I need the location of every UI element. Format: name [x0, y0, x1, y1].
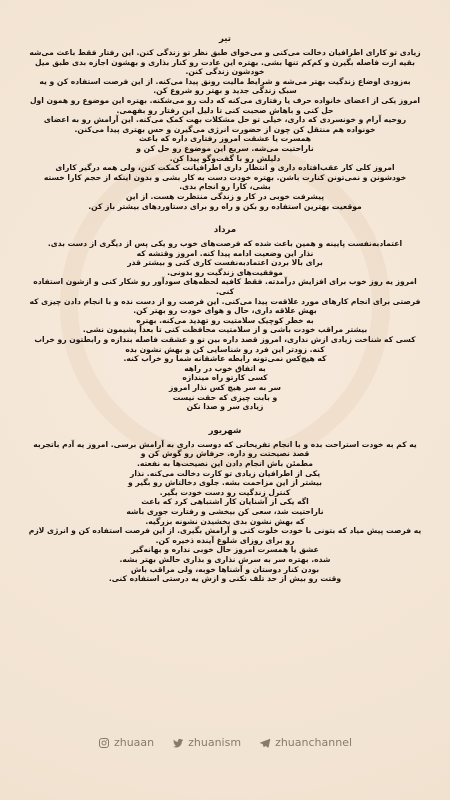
telegram-handle[interactable] — [259, 736, 352, 749]
paragraph-line: قصد نصیحتت رو داره. حرفاش رو گوش کن و — [140, 449, 310, 459]
paragraph-line: کنه. زودتر این فرد رو شناسایی کن و بهش نشون بده — [125, 344, 325, 354]
paragraph-line: یکی از اطرافیان زیادی تو کارت دخالت می‌کنه. نذار — [129, 468, 321, 478]
paragraph-line: موقعیت بهترین استفاده رو بکن و راه رو برای دستاوردهای بیشتر باز کن. — [88, 201, 362, 211]
section-shahrivar — [24, 426, 426, 584]
instagram-label: zhuaan — [113, 736, 155, 749]
paragraph-line: بقیه ازت فاصله بگیرن و کم‌کم تنها بشی. بهتره این عادت رو کنار بذاری و بهشون اجازه بدی طبق میل — [35, 57, 415, 67]
paragraph-line: پیشرفت خوبی در کار و زندگی منتظرت هست. از این — [125, 191, 325, 201]
paragraph-line: خونواده هم منتقل کن چون از حضورت انرژی می‌گیرن و حس بهتری پیدا می‌کنن. — [74, 124, 376, 134]
horoscope-content — [24, 34, 426, 598]
paragraph-line: خودشونن و نمی‌تونن کنارت باشن. بهتره خودت دست به کار بشی و بدون اینکه از حجم کارا خسته — [43, 172, 407, 182]
paragraph-line: کنترل زندگیت رو دست خودت بگیر. — [159, 487, 291, 497]
paragraph-line: و بابت چیزی که حقت نیست — [172, 392, 278, 402]
paragraph-line: شده. بهتره سر به سرش نذاری و بذاری حالش بهتر بشه. — [119, 554, 331, 564]
paragraph-line: به اتفاق خوب در راهه — [184, 363, 266, 373]
paragraph-line: عشق یا همسرت امروز حال خوبی نداره و بهانه‌گیر — [131, 545, 319, 555]
paragraph-line: موفقیت‌های زندگیت رو بدونی. — [167, 267, 283, 277]
instagram-handle[interactable] — [98, 736, 154, 749]
section-mordad — [24, 225, 426, 412]
paragraph-line: رو برای روزای شلوغ آینده ذخیره کن. — [155, 535, 295, 545]
paragraph-line: سر به سر هیچ کس نذار امروز — [168, 383, 282, 392]
instagram-icon — [98, 737, 110, 749]
paragraph-line: همسرت یا عشقت امروز رفتاری داره که باعث — [138, 134, 312, 144]
paragraph-line: ناراحتیت می‌شه. سریع این موضوع رو حل کن و — [136, 143, 314, 153]
paragraph-line: به‌زودی اوضاع زندگیت بهتر می‌شه و شرایط مالیت رونق پیدا می‌کنه. از این فرصت استفاده کن و یه — [39, 76, 411, 86]
paragraph-line: یه کم به خودت استراحت بده و با انجام تفریحاتی که دوست داری به آرامش برسی. امروز یه آدم باتجربه — [33, 439, 417, 449]
paragraph-line: به خطر کوچیک سلامتیت رو تهدید می‌کنه. بهتره — [136, 315, 314, 325]
paragraph-line: حل کنی و باهاش صحبت کنی تا دلیل این رفتار رو بفهمی. — [116, 105, 334, 115]
paragraph-line: وقتت رو بیش از حد تلف نکنی و ازش یه درستی استفاده کنی. — [108, 574, 342, 584]
social-footer — [0, 736, 450, 749]
paragraph-line: فرصتی برای انجام کارهای مورد علاقه‌ت پیدا می‌کنی. این فرصت رو از دست نده و با انجام دادن چیزی که — [29, 296, 421, 306]
paragraph-line: بیشتر از این مزاحمت بشه. جلوی دخالتاش رو بگیر و — [128, 478, 322, 488]
paragraph-line: زیادی سر و صدا نکن — [186, 402, 264, 412]
paragraph-line: سبک زندگی جدید و بهتر رو شروع کن. — [153, 86, 297, 96]
twitter-label: zhuanism — [188, 736, 242, 749]
paragraph-line: زیادی تو کارای اطرافیان دخالت می‌کنی و می‌خوای طبق نظر تو زندگی کنن. این رفتار فقط باعث می‌شه — [29, 48, 421, 57]
paragraph-line: بودن کنار دوستان و آشناها خوبه، ولی مراقب باش — [130, 564, 320, 574]
paragraph-line: کنی. — [215, 287, 235, 297]
paragraph-line: کسی که شناخت زیادی ازش نداری، امروز قصد داره بین تو و عشقت فاصله بندازه و رابطتون رو خراب — [34, 335, 416, 345]
paragraph-line: دلیلش رو با گفت‌وگو پیدا کن. — [169, 153, 281, 163]
paragraph-line: بشی، کارا رو انجام بدی. — [179, 182, 271, 192]
paragraph-line: امروز کلی کار عقب‌افتاده داری و انتظار داری اطرافیانت کمکت کنن، ولی همه درگیر کارای — [55, 163, 395, 173]
month-title: مرداد — [213, 225, 237, 236]
paragraph-line: امروز یکی از اعضای خانواده حرف یا رفتاری می‌کنه که دلت رو می‌شکنه. بهتره این موضوع رو همون اول — [29, 95, 421, 105]
month-title: شهریور — [208, 425, 242, 436]
telegram-icon — [259, 737, 271, 749]
paragraph-line: برای بالا بردن اعتماد‌به‌نفست کاری کنی و بیشتر قدر — [127, 258, 323, 268]
paragraph-line: نذار این وضعیت ادامه پیدا کنه. امروز وقتشه که — [136, 248, 314, 258]
paragraph-line: که بهش نشون بدی بخشیدن نشونه بزرگیه. — [145, 516, 305, 526]
paragraph-line: یه فرصت پیش میاد که بتونی با خودت خلوت کنی و آرامش بگیری. از این فرصت استفاده کن و انرژی لازم — [28, 526, 422, 536]
paragraph-line: روحیه آرام و خونسردی که داری، خیلی تو حل مشکلات بهت کمک می‌کنه. این آرامش رو به اعضای — [43, 115, 407, 125]
paragraph-line: امروز یه روز خوب برای افزایش درآمدته. فقط کافیه لحظه‌های سودآور رو شکار کنی و ازشون استفاده — [33, 277, 417, 287]
telegram-label: zhuanchannel — [275, 736, 353, 749]
paragraph-line: مطمئن باش انجام دادن این نصیحت‌ها به نفعته. — [136, 458, 314, 468]
paragraph-line: بیشتر مراقب خودت باشی و از سلامتیت محافظت کنی تا بعداً پشیمون نشی. — [82, 325, 368, 335]
paragraph-line: اعتماد‌به‌نفست پایینه و همین باعث شده که فرصت‌های خوب رو یکی پس از دیگری از دست بدی. — [47, 239, 403, 249]
paragraph-line: اگه یکی از آشنایان کار اشتباهی کرد که باعث — [141, 497, 309, 507]
twitter-icon — [172, 737, 184, 749]
paragraph-line: که هیچ‌کس نمی‌تونه رابطه عاشقانه شما رو خراب کنه. — [123, 354, 327, 364]
paragraph-line: بهش علاقه داری، حال و هوای خودت رو بهتر کن. — [133, 306, 317, 316]
paragraph-line: کسی کارتو راه میندازه — [182, 373, 268, 383]
paragraph-line: ناراحتیت شد، سعی کن بیخشی و رفتارت جوری باشه — [126, 506, 324, 516]
section-tir — [24, 34, 426, 211]
twitter-handle[interactable] — [172, 736, 241, 749]
month-title: تیر — [219, 34, 231, 44]
paragraph-line: خودشون زندگی کنن. — [185, 67, 265, 77]
